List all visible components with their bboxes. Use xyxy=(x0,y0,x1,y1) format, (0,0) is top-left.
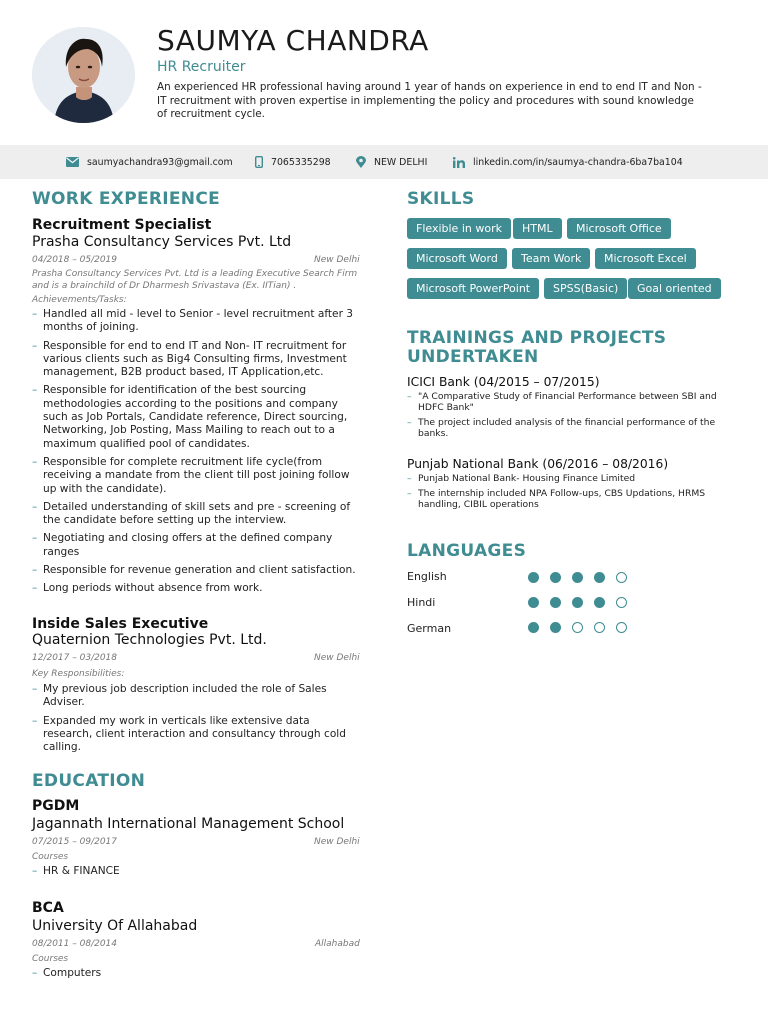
school-name: University Of Allahabad xyxy=(32,918,198,934)
linkedin-text: linkedin.com/in/saumya-chandra-6ba7ba104 xyxy=(473,156,683,168)
company-name: Prasha Consultancy Services Pvt. Ltd xyxy=(32,234,292,250)
education-location: New Delhi xyxy=(314,837,360,847)
contact-bar xyxy=(0,145,768,179)
candidate-role: HR Recruiter xyxy=(157,59,246,75)
rating-dot-filled xyxy=(528,622,539,633)
language-rating xyxy=(528,622,627,633)
linkedin-icon xyxy=(453,157,465,168)
course-list xyxy=(32,865,362,883)
section-education: EDUCATION xyxy=(32,771,146,791)
education-dates: 07/2015 – 09/2017 xyxy=(32,837,117,847)
section-skills: SKILLS xyxy=(407,189,475,209)
rating-dot-filled xyxy=(594,597,605,608)
email-text: saumyachandra93@gmail.com xyxy=(87,156,233,168)
tasks-label: Achievements/Tasks: xyxy=(32,295,127,305)
list-item: – Computers xyxy=(32,967,362,980)
school-name: Jagannath International Management School xyxy=(32,816,345,832)
job-dates: 12/2017 – 03/2018 xyxy=(32,653,117,663)
contact-linkedin[interactable] xyxy=(453,145,683,179)
skill-tag: Microsoft Office xyxy=(567,218,671,239)
job-location: New Delhi xyxy=(314,255,360,265)
degree-title: PGDM xyxy=(32,798,80,814)
skill-tag: Flexible in work xyxy=(407,218,511,239)
education-dates: 08/2011 – 08/2014 xyxy=(32,939,117,949)
skill-tag: Team Work xyxy=(512,248,590,269)
job-bullets xyxy=(32,683,362,759)
phone-text: 7065335298 xyxy=(271,156,331,168)
company-description: Prasha Consultancy Services Pvt. Ltd is a leading Executive Search Firm and is a brainchild of Dr Dharmesh Srivastava (Ex. IITian) . xyxy=(32,269,358,291)
list-item: – Responsible for end to end IT and Non- IT recruitment for various clients such as Big4 Consulting firms, Investment management, B2B product based, IT Application,etc. xyxy=(32,340,362,380)
email-icon xyxy=(66,157,79,167)
skill-tag: Microsoft PowerPoint xyxy=(407,278,539,299)
degree-title: BCA xyxy=(32,900,64,916)
education-location: Allahabad xyxy=(315,939,360,949)
rating-dot-empty xyxy=(616,597,627,608)
rating-dot-empty xyxy=(572,622,583,633)
language-name: English xyxy=(407,570,447,583)
list-item: – Punjab National Bank- Housing Finance Limited xyxy=(407,473,727,484)
profile-photo xyxy=(32,27,135,123)
rating-dot-filled xyxy=(572,597,583,608)
list-item: – The internship included NPA Follow-ups, CBS Updations, HRMS handling, CIBIL operations xyxy=(407,488,727,510)
skill-tag: HTML xyxy=(513,218,562,239)
location-text: NEW DELHI xyxy=(374,156,428,168)
training-bullets xyxy=(407,391,727,443)
courses-label: Courses xyxy=(32,954,69,964)
location-icon xyxy=(356,156,366,168)
skill-tag: Microsoft Word xyxy=(407,248,507,269)
list-item: – The project included analysis of the financial performance of the banks. xyxy=(407,417,727,439)
rating-dot-empty xyxy=(594,622,605,633)
company-name: Quaternion Technologies Pvt. Ltd. xyxy=(32,632,267,648)
profile-summary: An experienced HR professional having around 1 year of hands on experience in end to end IT and Non - IT recruitment with proven expertise in implementing the policy and procedures with sound knowledge of recruitment cycle. xyxy=(157,81,702,120)
list-item: – Expanded my work in verticals like extensive data research, client interaction and consultancy through cold calling. xyxy=(32,715,362,755)
skill-tag: Goal oriented xyxy=(628,278,721,299)
list-item: – Responsible for identification of the best sourcing methodologies according to the positions and company such as Job Portals, Candidate reference, Direct sourcing, Networking, Job Posting, Mass Mailing to reach out to a maximum qualified pool of candidates. xyxy=(32,384,362,450)
phone-icon xyxy=(255,156,263,168)
rating-dot-filled xyxy=(528,597,539,608)
list-item: – Long periods without absence from work. xyxy=(32,582,362,595)
resume-header xyxy=(0,0,768,145)
training-bullets xyxy=(407,473,727,514)
contact-phone[interactable] xyxy=(255,145,331,179)
skill-tag: Microsoft Excel xyxy=(595,248,696,269)
list-item: – "A Comparative Study of Financial Performance between SBI and HDFC Bank" xyxy=(407,391,727,413)
job-bullets xyxy=(32,308,362,601)
list-item: – Detailed understanding of skill sets and pre - screening of the candidate before setting up the interview. xyxy=(32,501,362,528)
skill-tag: SPSS(Basic) xyxy=(544,278,627,299)
rating-dot-filled xyxy=(550,572,561,583)
job-location: New Delhi xyxy=(314,653,360,663)
rating-dot-empty xyxy=(616,622,627,633)
section-trainings: TRAININGS AND PROJECTS UNDERTAKEN xyxy=(407,328,667,367)
list-item: – Handled all mid - level to Senior - level recruitment after 3 months of joining. xyxy=(32,308,362,335)
training-title: Punjab National Bank (06/2016 – 08/2016) xyxy=(407,457,669,471)
section-languages: LANGUAGES xyxy=(407,541,527,561)
language-rating xyxy=(528,597,627,608)
rating-dot-empty xyxy=(616,572,627,583)
rating-dot-filled xyxy=(528,572,539,583)
contact-location xyxy=(356,145,427,179)
list-item: – Responsible for complete recruitment life cycle(from receiving a mandate from the client till post joining follow up with the candidate). xyxy=(32,456,362,496)
candidate-name: SAUMYA CHANDRA xyxy=(157,24,429,57)
courses-label: Courses xyxy=(32,852,69,862)
tasks-label: Key Responsibilities: xyxy=(32,669,125,679)
list-item: – Responsible for revenue generation and client satisfaction. xyxy=(32,564,362,577)
course-list xyxy=(32,967,362,985)
training-title: ICICI Bank (04/2015 – 07/2015) xyxy=(407,375,600,389)
list-item: – My previous job description included the role of Sales Adviser. xyxy=(32,683,362,710)
list-item: – HR & FINANCE xyxy=(32,865,362,878)
job-dates: 04/2018 – 05/2019 xyxy=(32,255,117,265)
language-rating xyxy=(528,572,627,583)
rating-dot-filled xyxy=(550,622,561,633)
language-name: German xyxy=(407,622,452,635)
section-work-experience: WORK EXPERIENCE xyxy=(32,189,221,209)
rating-dot-filled xyxy=(594,572,605,583)
job-title: Inside Sales Executive xyxy=(32,616,209,632)
job-title: Recruitment Specialist xyxy=(32,217,212,233)
rating-dot-filled xyxy=(572,572,583,583)
list-item: – Negotiating and closing offers at the defined company ranges xyxy=(32,532,362,559)
contact-email[interactable] xyxy=(66,145,233,179)
language-name: Hindi xyxy=(407,596,436,609)
rating-dot-filled xyxy=(550,597,561,608)
